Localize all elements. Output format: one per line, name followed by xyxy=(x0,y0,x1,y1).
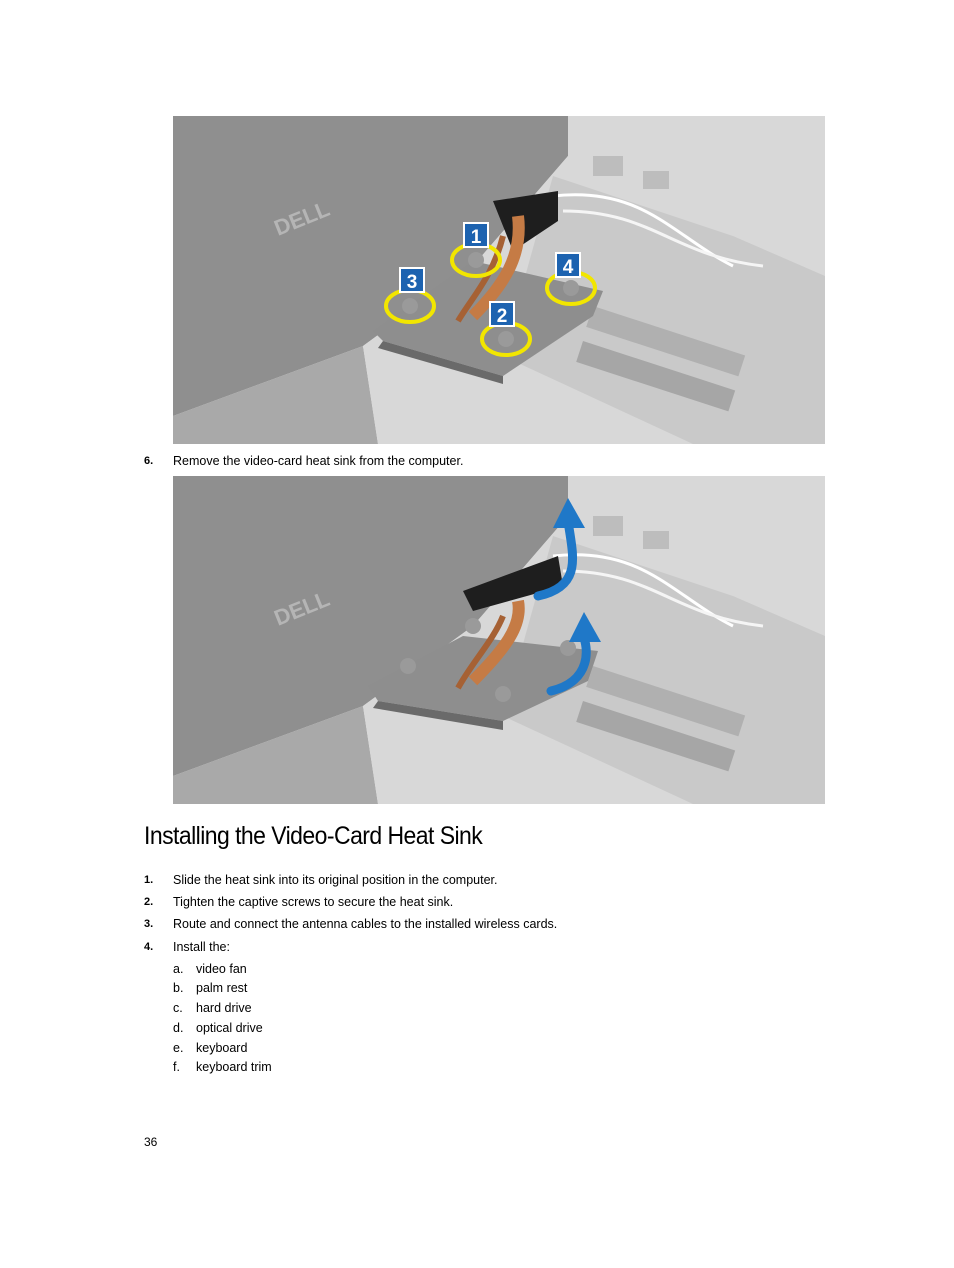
step-text: Slide the heat sink into its original position in the computer. xyxy=(173,873,498,887)
item-letter: d. xyxy=(173,1021,184,1035)
svg-text:4: 4 xyxy=(562,257,574,278)
step-number: 6. xyxy=(144,455,154,467)
page-number: 36 xyxy=(144,1135,158,1149)
callout-3-badge xyxy=(400,268,424,293)
callout-2-badge xyxy=(490,302,514,327)
step-text: Remove the video-card heat sink from the computer. xyxy=(173,454,464,468)
item-text: keyboard trim xyxy=(196,1060,272,1074)
item-text: hard drive xyxy=(196,1001,252,1015)
step-text: Route and connect the antenna cables to the installed wireless cards. xyxy=(173,917,558,931)
item-text: video fan xyxy=(196,962,247,976)
step-number: 4. xyxy=(144,941,154,953)
item-letter: f. xyxy=(173,1060,180,1074)
dell-logo: DELL xyxy=(270,195,334,241)
step-text: Tighten the captive screws to secure the heat sink. xyxy=(173,895,454,909)
item-letter: e. xyxy=(173,1041,184,1055)
step-number: 3. xyxy=(144,918,154,930)
item-letter: c. xyxy=(173,1001,183,1015)
section-title: Installing the Video-Card Heat Sink xyxy=(144,822,483,850)
heat-sink-screws-photo xyxy=(173,116,825,444)
callout-1-badge xyxy=(464,223,488,248)
dell-logo: DELL xyxy=(270,585,334,631)
callout-4-badge xyxy=(556,253,580,278)
item-letter: b. xyxy=(173,981,184,995)
heat-sink-removal-photo xyxy=(173,476,825,804)
step-text: Install the: xyxy=(173,940,230,954)
item-text: optical drive xyxy=(196,1021,263,1035)
item-letter: a. xyxy=(173,962,184,976)
item-text: palm rest xyxy=(196,981,248,995)
svg-text:2: 2 xyxy=(496,306,508,327)
svg-text:3: 3 xyxy=(406,272,418,293)
item-text: keyboard xyxy=(196,1041,248,1055)
step-number: 2. xyxy=(144,896,154,908)
svg-text:1: 1 xyxy=(470,227,482,248)
step-number: 1. xyxy=(144,874,154,886)
